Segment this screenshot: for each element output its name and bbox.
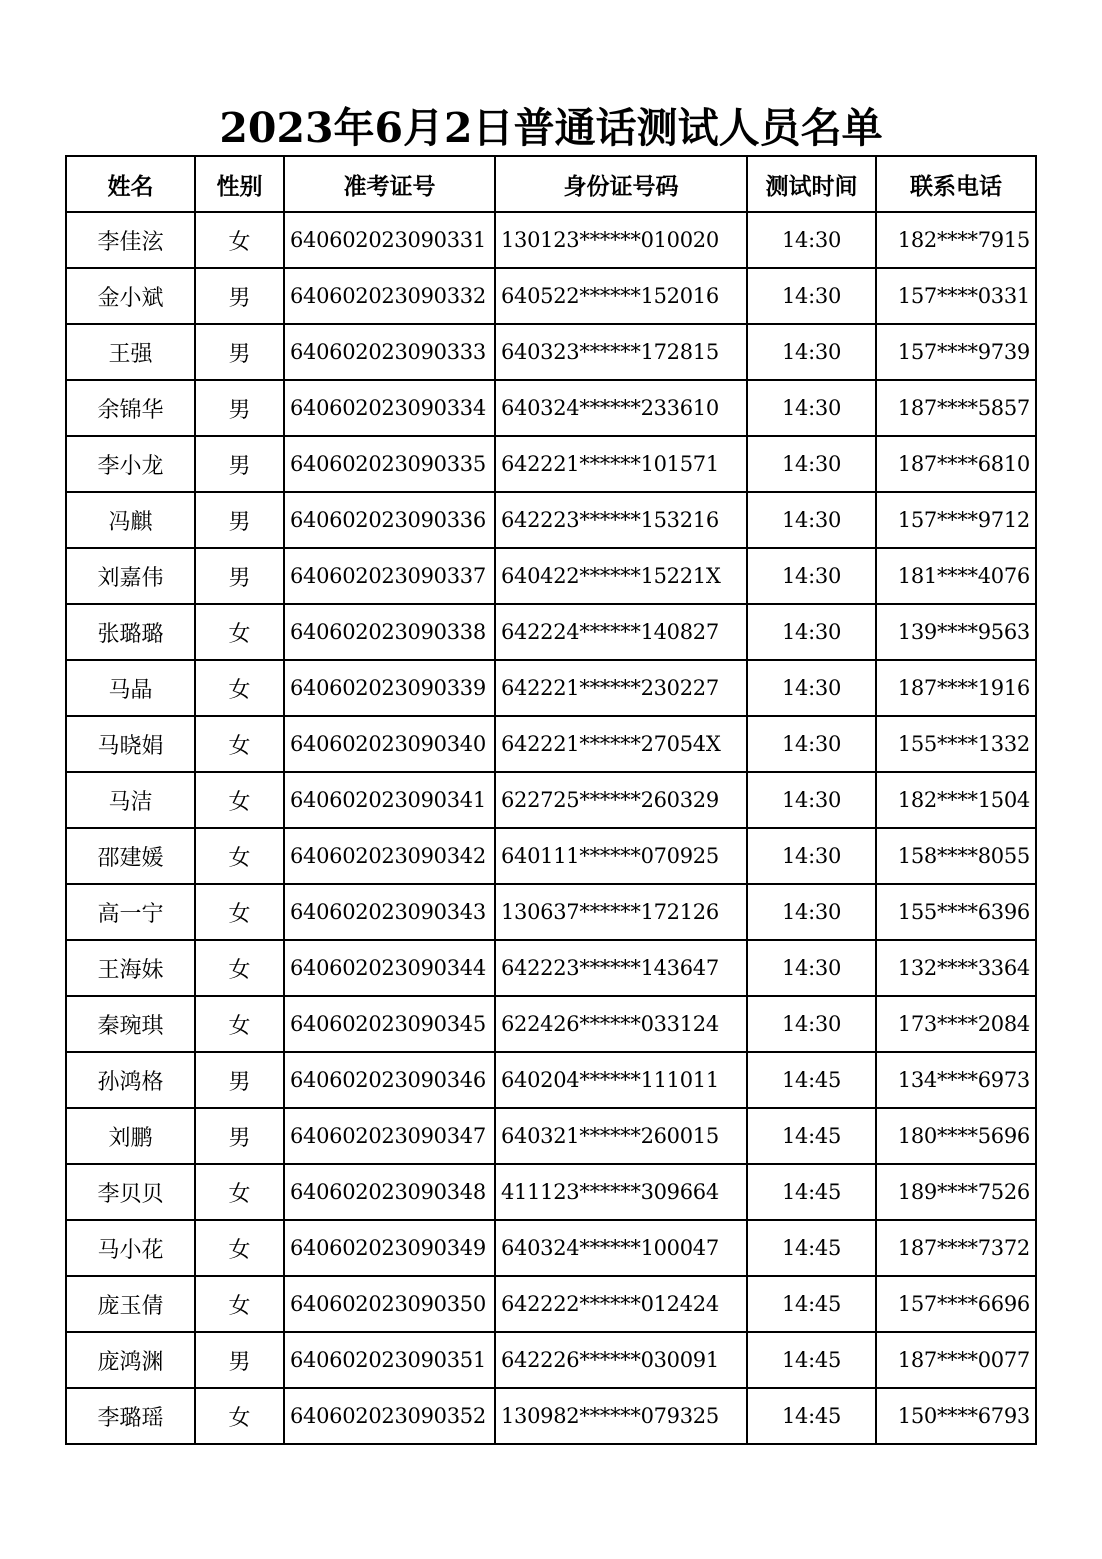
table-row xyxy=(66,940,1036,996)
name-cell: 李佳泫 xyxy=(66,212,195,268)
gender-cell: 女 xyxy=(195,940,284,996)
gender-cell: 女 xyxy=(195,1164,284,1220)
test-time-cell: 14:45 xyxy=(747,1388,876,1444)
test-time-cell: 14:30 xyxy=(747,604,876,660)
exam-number-cell: 640602023090350 xyxy=(284,1276,495,1332)
phone-cell: 180****5696 xyxy=(876,1108,1036,1164)
phone-cell: 182****7915 xyxy=(876,212,1036,268)
test-time-cell: 14:30 xyxy=(747,884,876,940)
test-time-cell: 14:45 xyxy=(747,1220,876,1276)
id-number-cell: 640422******15221X xyxy=(495,548,747,604)
id-number-cell: 640522******152016 xyxy=(495,268,747,324)
exam-number-cell: 640602023090348 xyxy=(284,1164,495,1220)
exam-number-cell: 640602023090341 xyxy=(284,772,495,828)
header-id-number: 身份证号码 xyxy=(495,156,747,212)
roster-body xyxy=(66,212,1036,1444)
table-row xyxy=(66,1388,1036,1444)
id-number-cell: 130123******010020 xyxy=(495,212,747,268)
gender-cell: 女 xyxy=(195,828,284,884)
test-time-cell: 14:45 xyxy=(747,1052,876,1108)
name-cell: 高一宁 xyxy=(66,884,195,940)
exam-number-cell: 640602023090345 xyxy=(284,996,495,1052)
test-time-cell: 14:30 xyxy=(747,772,876,828)
gender-cell: 女 xyxy=(195,996,284,1052)
phone-cell: 158****8055 xyxy=(876,828,1036,884)
gender-cell: 女 xyxy=(195,212,284,268)
exam-number-cell: 640602023090349 xyxy=(284,1220,495,1276)
table-row xyxy=(66,716,1036,772)
phone-cell: 157****9739 xyxy=(876,324,1036,380)
header-gender: 性别 xyxy=(195,156,284,212)
test-time-cell: 14:30 xyxy=(747,212,876,268)
test-time-cell: 14:30 xyxy=(747,660,876,716)
name-cell: 孙鸿格 xyxy=(66,1052,195,1108)
id-number-cell: 642226******030091 xyxy=(495,1332,747,1388)
id-number-cell: 642223******143647 xyxy=(495,940,747,996)
table-row xyxy=(66,1276,1036,1332)
gender-cell: 女 xyxy=(195,772,284,828)
test-time-cell: 14:30 xyxy=(747,716,876,772)
name-cell: 刘鹏 xyxy=(66,1108,195,1164)
table-row xyxy=(66,660,1036,716)
gender-cell: 女 xyxy=(195,1388,284,1444)
table-row xyxy=(66,492,1036,548)
phone-cell: 132****3364 xyxy=(876,940,1036,996)
gender-cell: 男 xyxy=(195,436,284,492)
id-number-cell: 622426******033124 xyxy=(495,996,747,1052)
phone-cell: 181****4076 xyxy=(876,548,1036,604)
id-number-cell: 642222******012424 xyxy=(495,1276,747,1332)
phone-cell: 187****7372 xyxy=(876,1220,1036,1276)
exam-number-cell: 640602023090343 xyxy=(284,884,495,940)
header-phone: 联系电话 xyxy=(876,156,1036,212)
id-number-cell: 640321******260015 xyxy=(495,1108,747,1164)
test-time-cell: 14:45 xyxy=(747,1164,876,1220)
id-number-cell: 640204******111011 xyxy=(495,1052,747,1108)
name-cell: 马小花 xyxy=(66,1220,195,1276)
phone-cell: 187****1916 xyxy=(876,660,1036,716)
gender-cell: 男 xyxy=(195,492,284,548)
gender-cell: 男 xyxy=(195,1108,284,1164)
gender-cell: 女 xyxy=(195,604,284,660)
gender-cell: 男 xyxy=(195,380,284,436)
name-cell: 王强 xyxy=(66,324,195,380)
test-time-cell: 14:45 xyxy=(747,1332,876,1388)
id-number-cell: 130637******172126 xyxy=(495,884,747,940)
exam-number-cell: 640602023090352 xyxy=(284,1388,495,1444)
table-row xyxy=(66,1164,1036,1220)
id-number-cell: 640324******233610 xyxy=(495,380,747,436)
header-exam-number: 准考证号 xyxy=(284,156,495,212)
table-row xyxy=(66,828,1036,884)
id-number-cell: 640324******100047 xyxy=(495,1220,747,1276)
name-cell: 王海妹 xyxy=(66,940,195,996)
header-row xyxy=(66,156,1036,212)
name-cell: 张璐璐 xyxy=(66,604,195,660)
test-time-cell: 14:30 xyxy=(747,996,876,1052)
test-time-cell: 14:30 xyxy=(747,548,876,604)
test-time-cell: 14:30 xyxy=(747,324,876,380)
table-row xyxy=(66,548,1036,604)
gender-cell: 女 xyxy=(195,660,284,716)
id-number-cell: 642221******101571 xyxy=(495,436,747,492)
name-cell: 马晓娟 xyxy=(66,716,195,772)
test-time-cell: 14:30 xyxy=(747,828,876,884)
gender-cell: 女 xyxy=(195,884,284,940)
phone-cell: 173****2084 xyxy=(876,996,1036,1052)
test-time-cell: 14:45 xyxy=(747,1108,876,1164)
name-cell: 余锦华 xyxy=(66,380,195,436)
phone-cell: 182****1504 xyxy=(876,772,1036,828)
exam-number-cell: 640602023090338 xyxy=(284,604,495,660)
test-time-cell: 14:45 xyxy=(747,1276,876,1332)
gender-cell: 男 xyxy=(195,1332,284,1388)
id-number-cell: 642221******27054X xyxy=(495,716,747,772)
phone-cell: 187****5857 xyxy=(876,380,1036,436)
exam-number-cell: 640602023090342 xyxy=(284,828,495,884)
table-row xyxy=(66,268,1036,324)
name-cell: 冯麒 xyxy=(66,492,195,548)
id-number-cell: 411123******309664 xyxy=(495,1164,747,1220)
name-cell: 马晶 xyxy=(66,660,195,716)
name-cell: 马洁 xyxy=(66,772,195,828)
test-time-cell: 14:30 xyxy=(747,268,876,324)
name-cell: 邵建媛 xyxy=(66,828,195,884)
id-number-cell: 640111******070925 xyxy=(495,828,747,884)
name-cell: 李璐瑶 xyxy=(66,1388,195,1444)
phone-cell: 157****6696 xyxy=(876,1276,1036,1332)
name-cell: 金小斌 xyxy=(66,268,195,324)
exam-number-cell: 640602023090340 xyxy=(284,716,495,772)
table-row xyxy=(66,772,1036,828)
table-row xyxy=(66,436,1036,492)
table-row xyxy=(66,324,1036,380)
exam-number-cell: 640602023090347 xyxy=(284,1108,495,1164)
table-row xyxy=(66,380,1036,436)
test-time-cell: 14:30 xyxy=(747,380,876,436)
table-row xyxy=(66,884,1036,940)
name-cell: 秦琬琪 xyxy=(66,996,195,1052)
id-number-cell: 130982******079325 xyxy=(495,1388,747,1444)
page-title: 2023年6月2日普通话测试人员名单 xyxy=(219,104,883,152)
exam-number-cell: 640602023090332 xyxy=(284,268,495,324)
test-time-cell: 14:30 xyxy=(747,492,876,548)
exam-number-cell: 640602023090344 xyxy=(284,940,495,996)
table-row xyxy=(66,996,1036,1052)
gender-cell: 男 xyxy=(195,1052,284,1108)
table-row xyxy=(66,604,1036,660)
exam-number-cell: 640602023090337 xyxy=(284,548,495,604)
gender-cell: 男 xyxy=(195,268,284,324)
table-row xyxy=(66,212,1036,268)
phone-cell: 155****6396 xyxy=(876,884,1036,940)
phone-cell: 157****9712 xyxy=(876,492,1036,548)
header-name: 姓名 xyxy=(66,156,195,212)
id-number-cell: 642223******153216 xyxy=(495,492,747,548)
table-row xyxy=(66,1332,1036,1388)
id-number-cell: 642221******230227 xyxy=(495,660,747,716)
phone-cell: 187****0077 xyxy=(876,1332,1036,1388)
gender-cell: 女 xyxy=(195,716,284,772)
name-cell: 庞鸿渊 xyxy=(66,1332,195,1388)
id-number-cell: 642224******140827 xyxy=(495,604,747,660)
table-row xyxy=(66,1220,1036,1276)
exam-number-cell: 640602023090335 xyxy=(284,436,495,492)
id-number-cell: 622725******260329 xyxy=(495,772,747,828)
id-number-cell: 640323******172815 xyxy=(495,324,747,380)
exam-number-cell: 640602023090351 xyxy=(284,1332,495,1388)
exam-number-cell: 640602023090339 xyxy=(284,660,495,716)
phone-cell: 157****0331 xyxy=(876,268,1036,324)
table-row xyxy=(66,1108,1036,1164)
gender-cell: 男 xyxy=(195,548,284,604)
name-cell: 刘嘉伟 xyxy=(66,548,195,604)
phone-cell: 139****9563 xyxy=(876,604,1036,660)
roster-table xyxy=(65,155,1037,1445)
exam-number-cell: 640602023090336 xyxy=(284,492,495,548)
exam-number-cell: 640602023090333 xyxy=(284,324,495,380)
table-row xyxy=(66,1052,1036,1108)
phone-cell: 134****6973 xyxy=(876,1052,1036,1108)
exam-number-cell: 640602023090346 xyxy=(284,1052,495,1108)
header-test-time: 测试时间 xyxy=(747,156,876,212)
gender-cell: 女 xyxy=(195,1276,284,1332)
phone-cell: 189****7526 xyxy=(876,1164,1036,1220)
phone-cell: 150****6793 xyxy=(876,1388,1036,1444)
name-cell: 李小龙 xyxy=(66,436,195,492)
gender-cell: 男 xyxy=(195,324,284,380)
phone-cell: 187****6810 xyxy=(876,436,1036,492)
exam-number-cell: 640602023090331 xyxy=(284,212,495,268)
name-cell: 李贝贝 xyxy=(66,1164,195,1220)
test-time-cell: 14:30 xyxy=(747,436,876,492)
gender-cell: 女 xyxy=(195,1220,284,1276)
test-time-cell: 14:30 xyxy=(747,940,876,996)
exam-number-cell: 640602023090334 xyxy=(284,380,495,436)
phone-cell: 155****1332 xyxy=(876,716,1036,772)
name-cell: 庞玉倩 xyxy=(66,1276,195,1332)
